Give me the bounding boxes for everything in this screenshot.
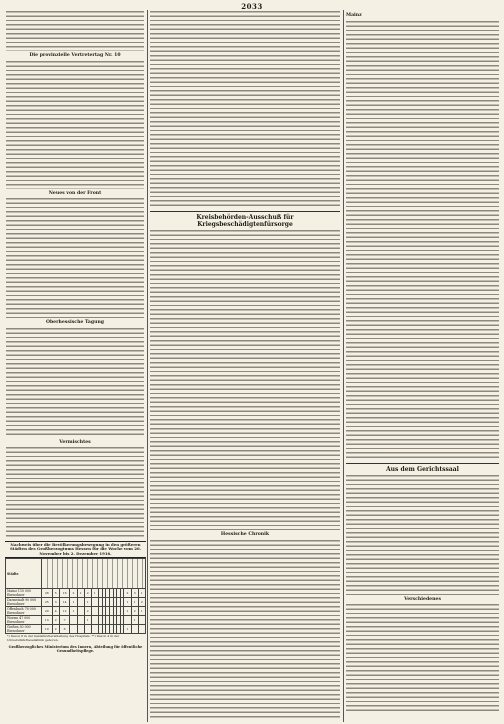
- section-heading: Neues von der Front: [48, 190, 102, 196]
- value-cell: [138, 616, 145, 625]
- column-middle: [150, 11, 340, 719]
- value-cell: 20: [42, 607, 53, 616]
- value-cell: 2: [138, 598, 145, 607]
- section-heading: Hessische Chronik: [220, 532, 270, 537]
- city-cell: Gießen 30 000 Einwohner: [6, 625, 42, 634]
- header-cell: Städte: [6, 559, 42, 589]
- city-cell: Darmstadt 90 000 Einwohner: [6, 598, 42, 607]
- value-cell: 5: [52, 589, 59, 598]
- text-block: [346, 21, 499, 461]
- value-cell: 1: [124, 607, 131, 616]
- value-cell: [91, 616, 98, 625]
- divider: [150, 211, 340, 212]
- column-left: [6, 11, 144, 548]
- value-cell: [91, 625, 98, 634]
- city-cell: Mainz 110 000 Einwohner: [6, 589, 42, 598]
- value-cell: 6: [59, 625, 70, 634]
- value-cell: 1: [124, 598, 131, 607]
- value-cell: 7: [59, 616, 70, 625]
- statistics-title: Nachweis über die Bevölkerungsbewegung in den größeren Städten des Großherzogtums Hessen für die Woche vom 26. November bis 2. Dezember 1916.: [5, 542, 146, 558]
- section-heading: Mainz: [346, 13, 362, 18]
- value-cell: 14: [59, 598, 70, 607]
- text-block: [6, 61, 144, 189]
- population-statistics: [5, 541, 146, 715]
- value-cell: 1: [91, 589, 98, 598]
- value-cell: 25: [42, 598, 53, 607]
- value-cell: 4: [52, 607, 59, 616]
- table-row: [6, 589, 146, 598]
- text-block: [150, 230, 340, 530]
- value-cell: [91, 607, 98, 616]
- value-cell: [70, 616, 77, 625]
- text-block: [346, 475, 499, 595]
- value-cell: [70, 625, 77, 634]
- value-cell: 1: [84, 616, 91, 625]
- section-heading: Oberhessische Tagung: [45, 320, 105, 326]
- value-cell: 2: [124, 589, 131, 598]
- value-cell: 2: [84, 589, 91, 598]
- value-cell: 3: [131, 589, 138, 598]
- value-cell: 1: [131, 598, 138, 607]
- value-cell: 16: [59, 589, 70, 598]
- value-cell: 1: [77, 589, 84, 598]
- value-cell: [138, 625, 145, 634]
- value-cell: [77, 616, 84, 625]
- column-headers: [42, 559, 146, 589]
- statistics-signature: Großherzogliches Ministerium des Innern, Abteilung für öffentliche Gesundheitspflege.: [8, 644, 143, 653]
- value-cell: [77, 607, 84, 616]
- value-cell: 2: [52, 616, 59, 625]
- value-cell: 3: [52, 598, 59, 607]
- value-cell: 2: [84, 607, 91, 616]
- table-row: [6, 607, 146, 616]
- section-heading: Verschiedenes: [404, 596, 441, 602]
- value-cell: [77, 598, 84, 607]
- value-cell: 1: [70, 607, 77, 616]
- value-cell: [77, 625, 84, 634]
- column-right: [346, 11, 499, 719]
- table-row: [6, 625, 146, 634]
- city-cell: Offenbach 78 000 Einwohner: [6, 607, 42, 616]
- table-row: [6, 598, 146, 607]
- article-headline: Kreisbehörden-Ausschuß für Kriegsbeschädigtenfürsorge: [196, 214, 294, 228]
- statistics-footnote: *) Davon 8 in der Gebärmutterabteilung des Hospitals. **) Davon 4 in der Universitätsfrauenklinik geboren.: [7, 634, 120, 643]
- divider: [346, 463, 499, 464]
- value-cell: 1: [138, 607, 145, 616]
- text-block: [6, 11, 144, 51]
- value-cell: 10: [42, 625, 53, 634]
- value-cell: 2: [131, 607, 138, 616]
- value-cell: 12: [59, 607, 70, 616]
- value-cell: [84, 625, 91, 634]
- table-header-row: [6, 559, 146, 589]
- value-cell: 1: [124, 625, 131, 634]
- statistics-table: [5, 558, 146, 634]
- table-row: [6, 616, 146, 625]
- text-block: [6, 198, 144, 318]
- text-block: [346, 604, 499, 714]
- value-cell: 1: [84, 598, 91, 607]
- text-block: [6, 447, 144, 537]
- value-cell: [131, 625, 138, 634]
- text-block: [6, 328, 144, 438]
- text-block: [150, 11, 340, 209]
- city-cell: Worms 47 000 Einwohner: [6, 616, 42, 625]
- value-cell: 1: [70, 598, 77, 607]
- section-heading: Vermischtes: [59, 439, 91, 445]
- value-cell: 2: [70, 589, 77, 598]
- value-cell: 1: [131, 616, 138, 625]
- value-cell: 13: [42, 616, 53, 625]
- page-number: 2033: [241, 2, 263, 11]
- section-heading: Die provinzielle Vertretertag Nr. 10: [29, 53, 121, 58]
- value-cell: 1: [138, 589, 145, 598]
- value-cell: 2: [52, 625, 59, 634]
- value-cell: 28: [42, 589, 53, 598]
- article-headline: Aus dem Gerichtssaal: [386, 465, 459, 473]
- column-rule: [343, 10, 344, 722]
- value-cell: [124, 616, 131, 625]
- value-cell: [91, 598, 98, 607]
- column-rule: [147, 10, 148, 722]
- text-block: [150, 540, 340, 719]
